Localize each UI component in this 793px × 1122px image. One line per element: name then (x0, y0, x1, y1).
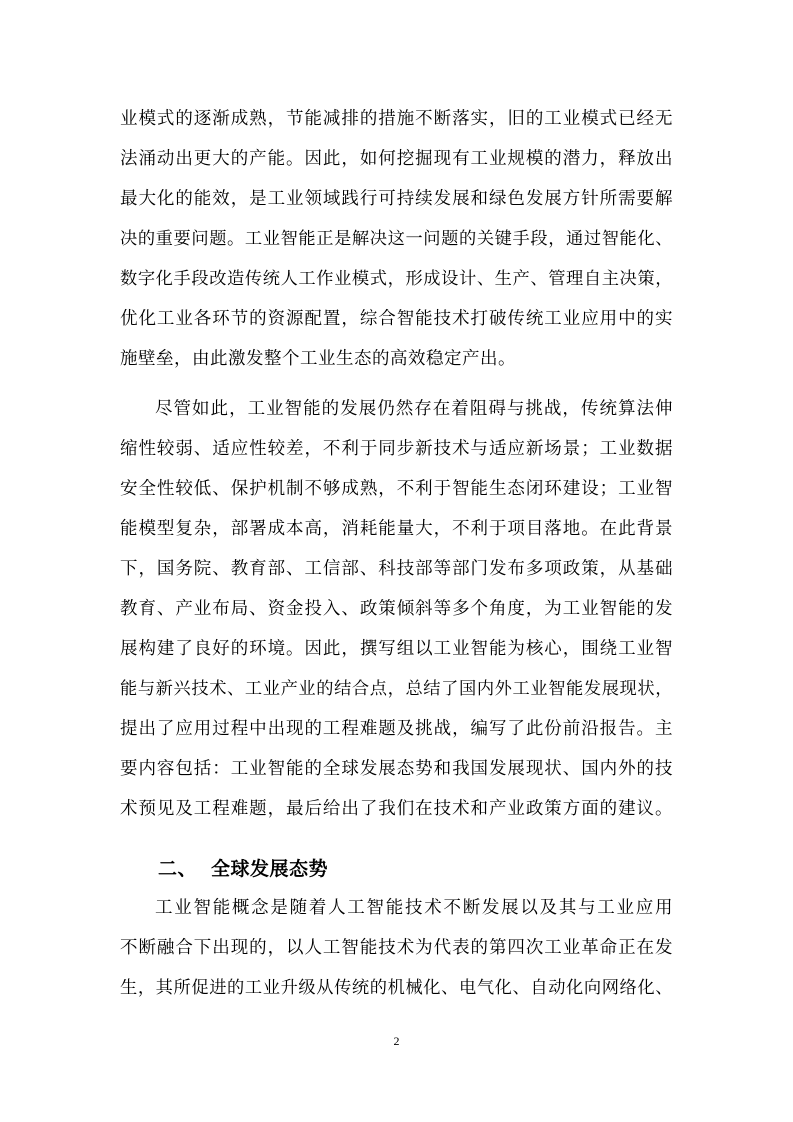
paragraph-line: 数字化手段改造传统人工作业模式，形成设计、生产、管理自主决策， (120, 269, 673, 289)
paragraph-line: 尽管如此，工业智能的发展仍然存在着阻碍与挑战，传统算法伸 (155, 399, 673, 419)
paragraph-line: 决的重要问题。工业智能正是解决这一问题的关键手段，通过智能化、 (120, 229, 673, 249)
section-heading (158, 852, 328, 886)
paragraph-line: 要内容包括：工业智能的全球发展态势和我国发展现状、国内外的技 (120, 759, 673, 779)
section-title: 全球发展态势 (211, 858, 329, 880)
paragraph-line: 不断融合下出现的，以人工智能技术为代表的第四次工业革命正在发 (120, 938, 673, 958)
section-number: 二、 (158, 858, 198, 880)
paragraph-line: 能与新兴技术、工业产业的结合点，总结了国内外工业智能发展现状， (120, 679, 673, 699)
paragraph-line: 能模型复杂，部署成本高，消耗能量大，不利于项目落地。在此背景 (120, 519, 673, 539)
paragraph-line: 工业智能概念是随着人工智能技术不断发展以及其与工业应用 (155, 898, 673, 918)
paragraph-line: 优化工业各环节的资源配置，综合智能技术打破传统工业应用中的实 (120, 309, 673, 329)
paragraph-line: 教育、产业布局、资金投入、政策倾斜等多个角度，为工业智能的发 (120, 599, 673, 619)
paragraph-line: 法涌动出更大的产能。因此，如何挖掘现有工业规模的潜力，释放出 (120, 149, 673, 169)
paragraph-line: 提出了应用过程中出现的工程难题及挑战，编写了此份前沿报告。主 (120, 719, 673, 739)
paragraph-line: 术预见及工程难题，最后给出了我们在技术和产业政策方面的建议。 (120, 799, 673, 819)
paragraph-line: 施壁垒，由此激发整个工业生态的高效稳定产出。 (120, 349, 516, 369)
paragraph-line: 展构建了良好的环境。因此，撰写组以工业智能为核心，围绕工业智 (120, 639, 673, 659)
paragraph-line: 下，国务院、教育部、工信部、科技部等部门发布多项政策，从基础 (120, 559, 673, 579)
paragraph-line: 生，其所促进的工业升级从传统的机械化、电气化、自动化向网络化、 (120, 978, 673, 998)
paragraph-line: 最大化的能效，是工业领域践行可持续发展和绿色发展方针所需要解 (120, 189, 673, 209)
paragraph-line: 缩性较弱、适应性较差，不利于同步新技术与适应新场景；工业数据 (120, 439, 673, 459)
paragraph-line: 安全性较低、保护机制不够成熟，不利于智能生态闭环建设；工业智 (120, 479, 673, 499)
paragraph-line: 业模式的逐渐成熟，节能减排的措施不断落实，旧的工业模式已经无 (120, 109, 673, 129)
page-number: 2 (393, 1034, 400, 1048)
